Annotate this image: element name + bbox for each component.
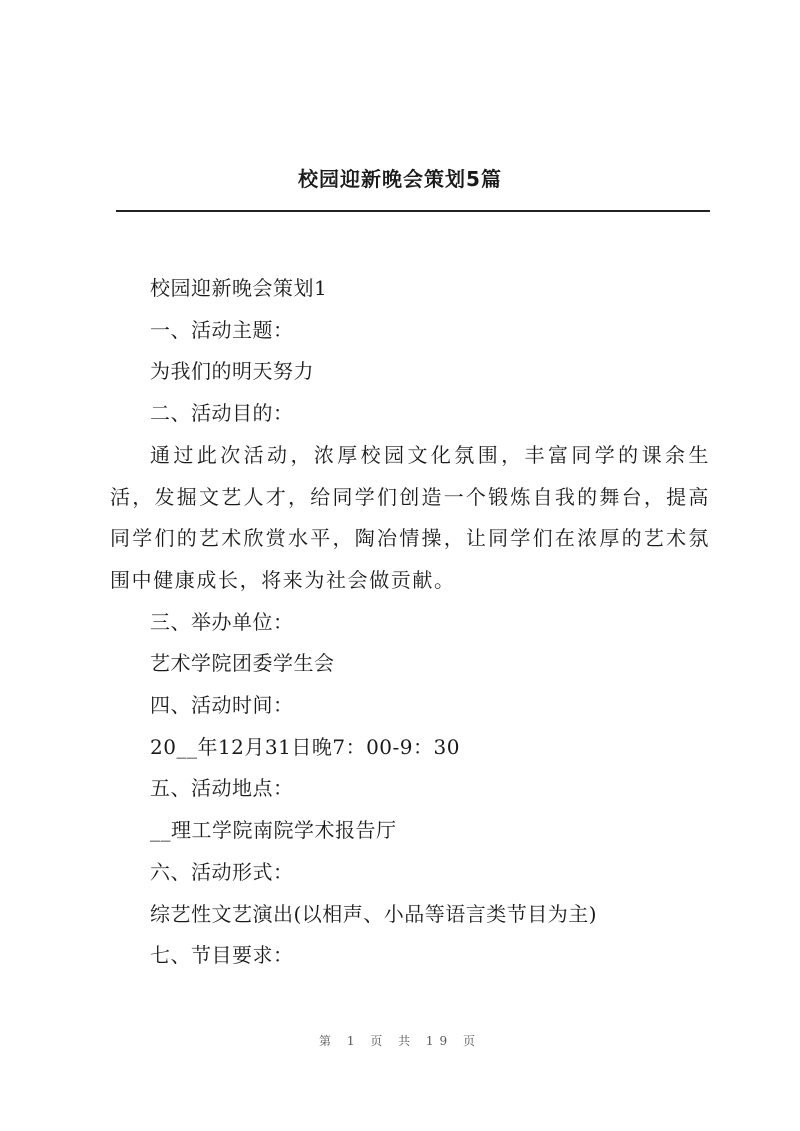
title-divider [116, 210, 710, 212]
page-footer: 第 1 页 共 19 页 [319, 1034, 481, 1048]
section-heading: 一、活动主题： [150, 317, 294, 342]
section-heading: 三、举办单位： [150, 609, 294, 634]
paragraph: 综艺性文艺演出(以相声、小品等语言类节目为主) [150, 901, 598, 926]
section-heading: 四、活动时间： [150, 693, 294, 718]
document-title: 校园迎新晚会策划5篇 [298, 167, 502, 191]
document-body [110, 268, 710, 977]
paragraph: 20__年12月31日晚7：00-9：30 [150, 734, 460, 759]
paragraph: 为我们的明天努力 [150, 359, 314, 384]
section-heading: 校园迎新晚会策划1 [150, 276, 328, 300]
paragraph: 艺术学院团委学生会 [150, 651, 335, 676]
paragraph: 通过此次活动，浓厚校园文化氛围，丰富同学的课余生活，发掘文艺人才，给同学们创造一个锻炼自我的舞台，提高同学们的艺术欣赏水平，陶冶情操，让同学们在浓厚的艺术氛围中健康成长，将来为社会做贡献。 [110, 442, 710, 592]
section-heading: 七、节目要求： [150, 943, 294, 968]
section-heading: 二、活动目的： [150, 401, 294, 426]
section-heading: 五、活动地点： [150, 776, 294, 801]
section-heading: 六、活动形式： [150, 859, 294, 884]
paragraph: __理工学院南院学术报告厅 [150, 818, 397, 843]
